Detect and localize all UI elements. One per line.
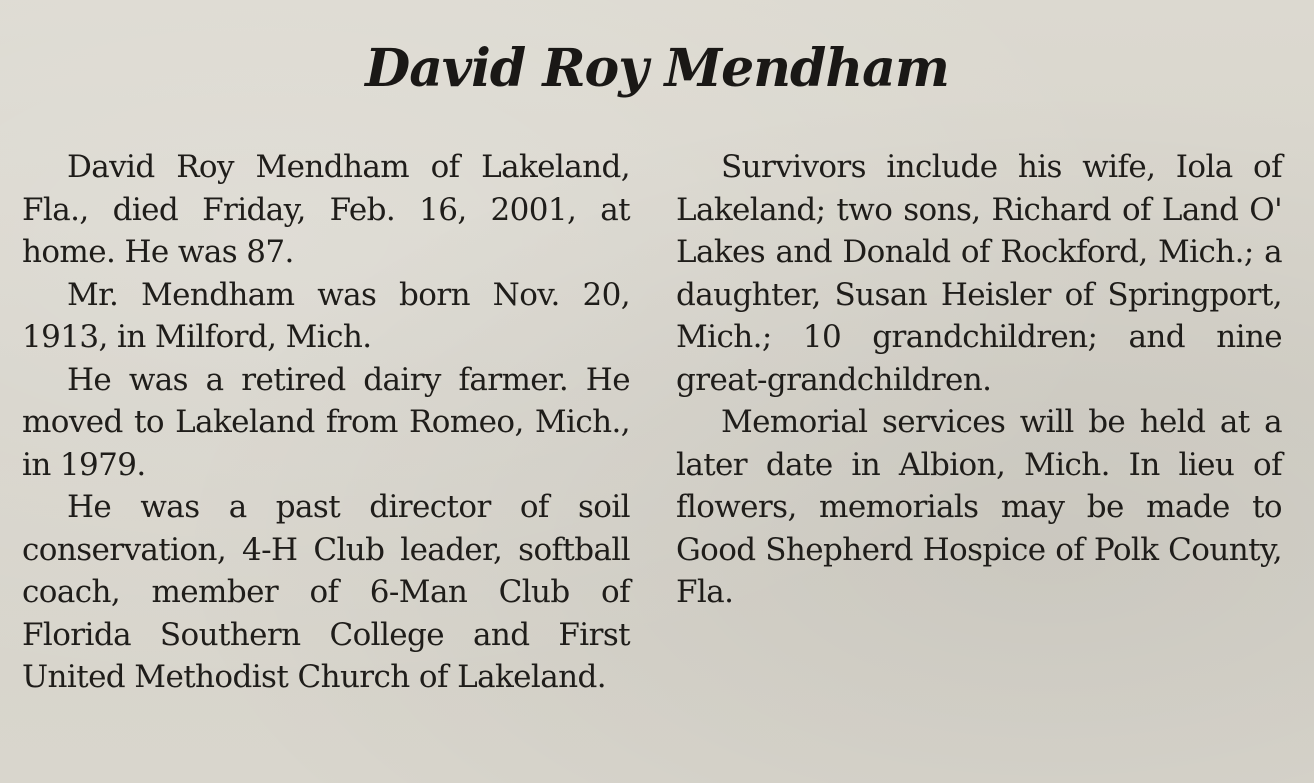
right-column [676,146,1282,614]
paragraph-birth: Mr. Mendham was born Nov. 20, 1913, in Milford, Mich. [22,276,630,355]
obituary-headline: David Roy Mendham [365,38,949,99]
left-column [22,146,630,699]
paragraph-activities: He was a past director of soil conservation, 4-H Club leader, softball coach, member of 6-Man Club of Florida Southern College and First United Methodist Church of Lakeland. [22,489,630,695]
paragraph-memorial: Memorial services will be held at a later date in Albion, Mich. In lieu of flowers, memorials may be made to Good Shepherd Hospice of Polk County, Fla. [676,404,1282,610]
paragraph-career: He was a retired dairy farmer. He moved to Lakeland from Romeo, Mich., in 1979. [22,361,630,483]
paragraph-survivors: Survivors include his wife, Iola of Lakeland; two sons, Richard of Land O' Lakes and Donald of Rockford, Mich.; a daughter, Susan Heisler of Springport, Mich.; 10 grandchildren; and nine great-grandchildren. [676,149,1282,398]
bleed-through-bottom [0,755,1314,783]
bleed-through-top [0,0,1314,34]
paragraph-death-notice: David Roy Mendham of Lakeland, Fla., died Friday, Feb. 16, 2001, at home. He was 87. [22,149,630,270]
